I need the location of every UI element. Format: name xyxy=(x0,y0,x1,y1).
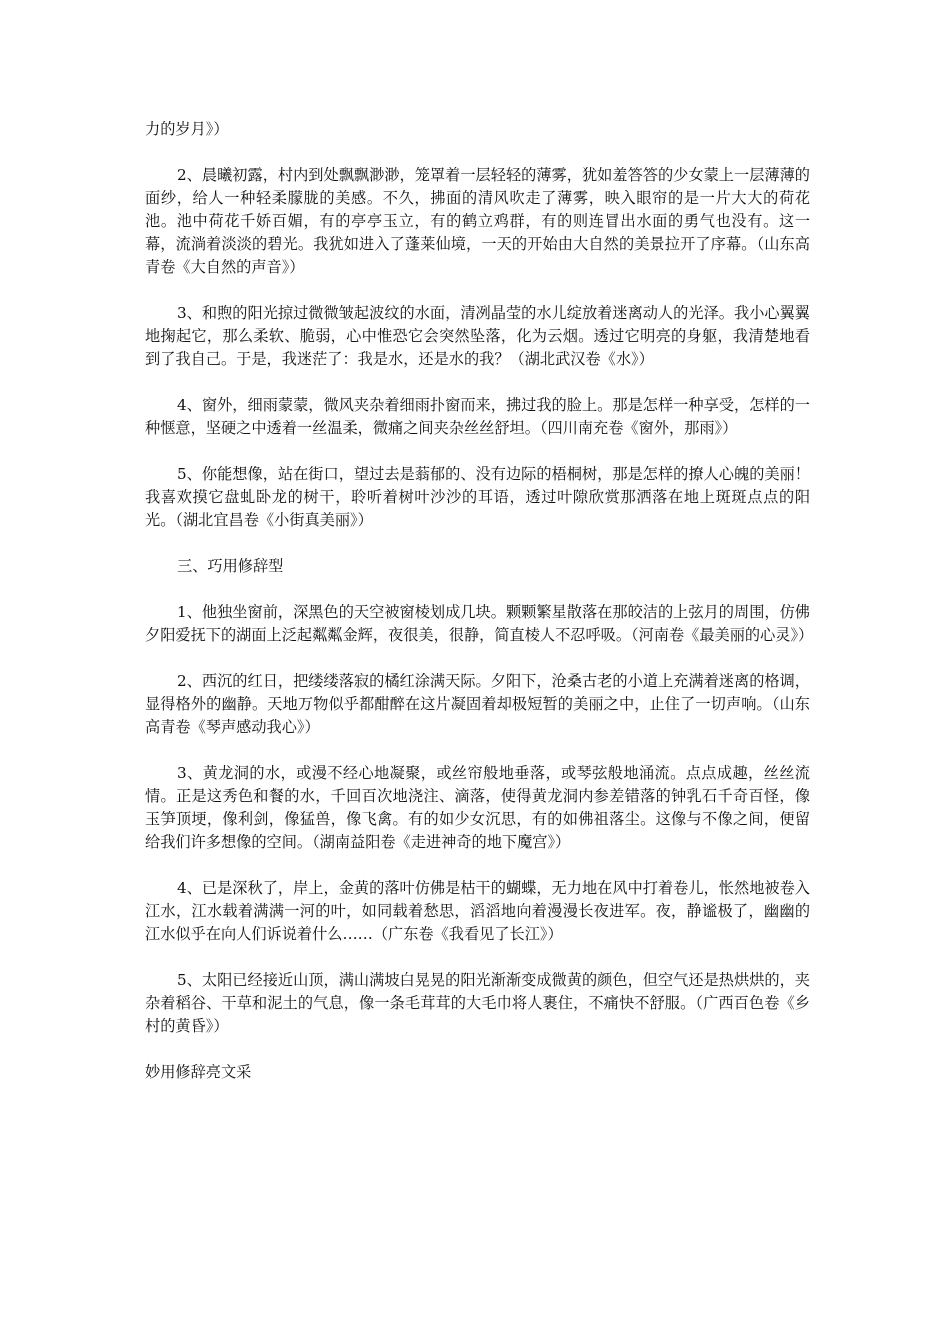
excerpt-paragraph: 1、他独坐窗前，深黑色的天空被窗棱划成几块。颗颗繁星散落在那皎洁的上弦月的周围，仿佛夕阳爱抚下的湖面上泛起粼粼金辉，夜很美，很静，简直棱人不忍呼吸。（河南卷《最美丽的心灵》） xyxy=(145,603,814,644)
excerpt-paragraph: 5、你能想像，站在街口，望过去是蓊郁的、没有边际的梧桐树，那是怎样的撩人心魄的美丽！我喜欢摸它盘虬卧龙的树干，聆听着树叶沙沙的耳语，透过叶隙欣赏那洒落在地上斑斑点点的阳光。（湖北宜昌卷《小街真美丽》） xyxy=(145,465,810,529)
document-page xyxy=(145,118,814,1084)
continued-fragment: 力的岁月》） xyxy=(145,120,229,138)
excerpt-paragraph: 2、西沉的红日，把缕缕落寂的橘红涂满天际。夕阳下，沧桑古老的小道上充满着迷离的格调，显得格外的幽静。天地万物似乎都酣醉在这片凝固着却极短暂的美丽之中，止住了一切声响。（山东高青卷《琴声感动我心》） xyxy=(145,672,810,736)
excerpt-paragraph: 5、太阳已经接近山顶，满山满坡白晃晃的阳光渐渐变成微黄的颜色，但空气还是热烘烘的，夹杂着稻谷、干草和泥土的气息，像一条毛茸茸的大毛巾将人裹住，不痛快不舒服。（广西百色卷《乡村的黄昏》） xyxy=(145,971,810,1035)
excerpt-paragraph: 3、和煦的阳光掠过微微皱起波纹的水面，清冽晶莹的水儿绽放着迷离动人的光泽。我小心翼翼地掬起它，那么柔软、脆弱，心中惟恐它会突然坠落，化为云烟。透过它明亮的身躯，我清楚地看到了我自己。于是，我迷茫了：我是水，还是水的我？（湖北武汉卷《水》） xyxy=(145,304,810,368)
excerpt-paragraph: 3、黄龙洞的水，或漫不经心地凝聚，或丝帘般地垂落，或琴弦般地涌流。点点成趣，丝丝流情。正是这秀色和餐的水，千回百次地浇注、滴落，使得黄龙洞内参差错落的钟乳石千奇百怪，像玉笋顶埂，像利剑，像猛兽，像飞禽。有的如少女沉思，有的如佛祖落尘。这像与不像之间，便留给我们许多想像的空间。（湖南益阳卷《走进神奇的地下魔宫》） xyxy=(145,764,810,851)
section-heading: 三、巧用修辞型 xyxy=(177,557,284,575)
closing-title: 妙用修辞亮文采 xyxy=(145,1063,252,1081)
excerpt-paragraph: 2、晨曦初露，村内到处飘飘渺渺，笼罩着一层轻轻的薄雾，犹如羞答答的少女蒙上一层薄薄的面纱，给人一种轻柔朦胧的美感。不久，拂面的清风吹走了薄雾，映入眼帘的是一片大大的荷花池。池中荷花千娇百媚，有的亭亭玉立，有的鹤立鸡群，有的则连冒出水面的勇气也没有。这一幕，流淌着淡淡的碧光。我犹如进入了蓬莱仙境，一天的开始由大自然的美景拉开了序幕。（山东高青卷《大自然的声音》） xyxy=(145,166,810,276)
excerpt-paragraph: 4、已是深秋了，岸上，金黄的落叶仿佛是枯干的蝴蝶，无力地在风中打着卷儿，怅然地被卷入江水，江水载着满满一河的叶，如同载着愁思，滔滔地向着漫漫长夜进军。夜，静谧极了，幽幽的江水似乎在向人们诉说着什么……（广东卷《我看见了长江》） xyxy=(145,879,810,943)
excerpt-paragraph: 4、窗外，细雨蒙蒙，微风夹杂着细雨扑窗而来，拂过我的脸上。那是怎样一种享受，怎样的一种惬意，坚硬之中透着一丝温柔，微痛之间夹杂丝丝舒坦。（四川南充卷《窗外，那雨》） xyxy=(145,396,810,437)
